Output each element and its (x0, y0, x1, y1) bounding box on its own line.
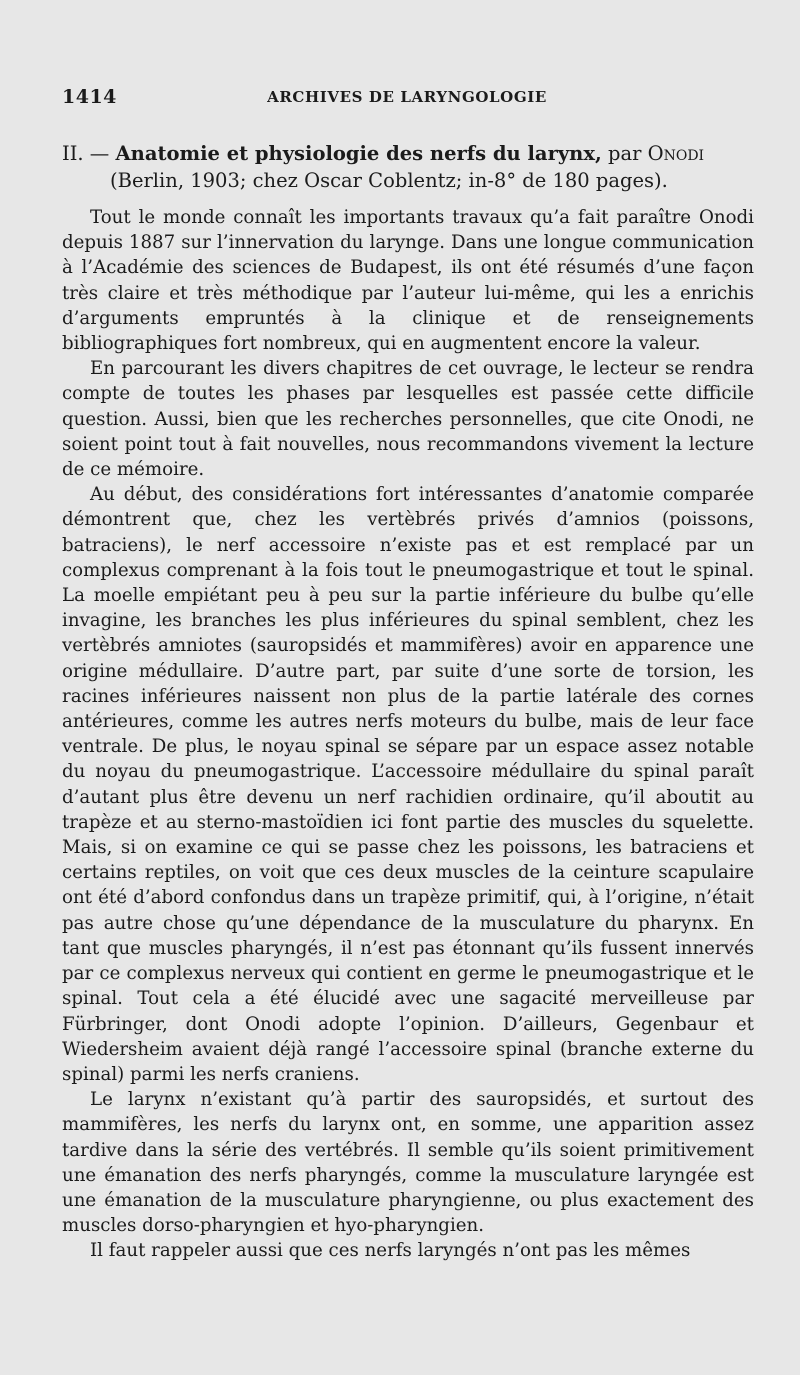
paragraph-4: Le larynx n’existant qu’à partir des sauropsidés, et surtout des mammifères, les nerfs du larynx ont, en somme, une apparition assez tardive dans la série des vertébrés. Il semble qu’ils soient primitivement une émanation des nerfs pharyngés, comme la musculature laryngée est une émanation de la musculature pharyngienne, ou plus exactement des muscles dorso-pharyngien et hyo-pharyngien. (62, 1089, 754, 1237)
paragraph-5: Il faut rappeler aussi que ces nerfs laryngés n’ont pas les mêmes (90, 1240, 691, 1262)
body-text (62, 205, 754, 1264)
review-title: Anatomie et physiologie des nerfs du larynx, (115, 142, 602, 165)
paragraph-1: Tout le monde connaît les importants travaux qu’a fait paraître Onodi depuis 1887 sur l’innervation du larynge. Dans une longue communication à l’Académie des sciences de Budapest, ils ont été résumés d’une façon très claire et très méthodique par l’auteur lui-même, qui les a enrichis d’arguments empruntés à la clinique et de renseignements bibliographiques fort nombreux, qui en augmentent encore la valeur. (62, 207, 754, 355)
paragraph-2: En parcourant les divers chapitres de cet ouvrage, le lecteur se rendra compte de toutes les phases par lesquelles est passée cette difficile question. Aussi, bien que les recherches personnelles, que cite Onodi, ne soient point tout à fait nouvelles, nous recommandons vivement la lecture de ce mémoire. (62, 358, 754, 481)
page-header (62, 86, 752, 116)
review-heading-line1 (62, 140, 754, 167)
review-publication: (Berlin, 1903; chez Oscar Coblentz; in-8° de 180 pages). (110, 169, 668, 192)
review-by: par (607, 142, 642, 165)
review-heading (62, 140, 754, 194)
running-head: ARCHIVES DE LARYNGOLOGIE (267, 88, 547, 106)
review-author: Onodi (647, 142, 705, 165)
paragraph-3: Au début, des considérations fort intéressantes d’anatomie comparée démontrent que, chez les vertèbrés privés d’amnios (poissons, batraciens), le nerf accessoire n’existe pas et est remplacé par un complexus comprenant à la fois tout le pneumogastrique et tout le spinal. La moelle empiétant peu à peu sur la partie inférieure du bulbe qu’elle invagine, les branches les plus inférieures du spinal semblent, chez les vertèbrés amniotes (sauropsidés et mammifères) avoir en apparence une origine médullaire. D’autre part, par suite d’une sorte de torsion, les racines inférieures naissent non plus de la partie latérale des cornes antérieures, comme les autres nerfs moteurs du bulbe, mais de leur face ventrale. De plus, le noyau spinal se sépare par un espace assez notable du noyau du pneumogastrique. L’accessoire médullaire du spinal paraît d’autant plus être devenu un nerf rachidien ordinaire, qu’il aboutit au trapèze et au sterno-mastoïdien ici font partie des muscles du squelette. Mais, si on examine ce qui se passe chez les poissons, les batraciens et certains reptiles, on voit que ces deux muscles de la ceinture scapulaire ont été d’abord confondus dans un trapèze primitif, qui, à l’origine, n’était pas autre chose qu’une dépendance de la musculature du pharynx. En tant que muscles pharyngés, il n’est pas étonnant qu’ils fussent innervés par ce complexus nerveux qui contient en germe le pneumogastrique et le spinal. Tout cela a été élucidé avec une sagacité merveilleuse par Fürbringer, dont Onodi adopte l’opinion. D’ailleurs, Gegenbaur et Wiedersheim avaient déjà rangé l’accessoire spinal (branche externe du spinal) parmi les nerfs craniens. (62, 484, 754, 1085)
page-number: 1414 (62, 86, 117, 108)
review-number: II. — (62, 142, 110, 165)
